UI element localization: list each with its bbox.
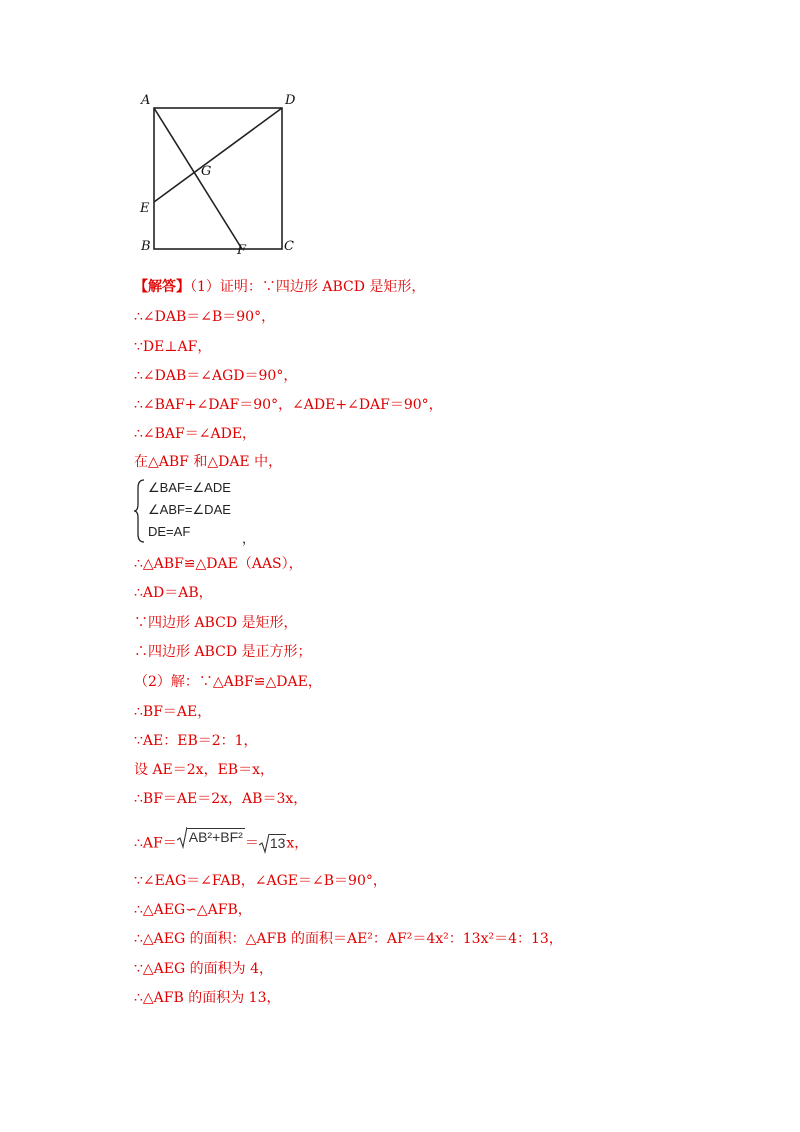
solution-line-1 — [134, 278, 425, 296]
solution-line-17 — [134, 828, 309, 855]
system-comma: ， — [242, 531, 256, 546]
solution-line-13: ∴BF＝AE， — [134, 704, 212, 720]
solution-line-20: ∴△AEG 的面积：△AFB 的面积＝AE²：AF²＝4x²：13x²＝4：13， — [134, 931, 563, 947]
solution-line-5: ∴∠BAF+∠DAF＝90°，∠ADE+∠DAF＝90°， — [134, 397, 443, 413]
part1-intro: （1）证明：∵四边形 ABCD 是矩形， — [190, 279, 426, 295]
sqrt-expression-2 — [259, 834, 287, 854]
solution-line-3: ∵DE⊥AF， — [134, 339, 212, 355]
label-c: C — [284, 239, 294, 254]
solution-line-16: ∴BF＝AE＝2x，AB＝3x， — [134, 791, 308, 807]
solution-line-15: 设 AE＝2x，EB＝x， — [134, 762, 274, 778]
label-f: F — [237, 243, 247, 258]
solution-line-9: ∴AD＝AB， — [134, 585, 213, 601]
figure-lines — [130, 88, 310, 258]
solution-line-22: ∴△AFB 的面积为 13， — [134, 990, 281, 1006]
solution-line-18: ∵∠EAG＝∠FAB，∠AGE＝∠B＝90°， — [134, 873, 387, 889]
solution-line-2: ∴∠DAB＝∠B＝90°， — [134, 309, 276, 325]
segment-de — [154, 108, 282, 202]
radical-sign-2 — [259, 834, 269, 854]
radicand-1: AB²+BF² — [188, 828, 243, 845]
rectangle-abcd — [154, 108, 282, 249]
solution-line-11: ∴四边形 ABCD 是正方形； — [134, 644, 312, 660]
radicand-2: 13 — [269, 834, 286, 851]
system-row-3: DE=AF — [148, 524, 191, 539]
label-e: E — [140, 201, 150, 216]
solution-line-19: ∴△AEG∽△AFB， — [134, 902, 252, 918]
solution-heading: 【解答】 — [134, 279, 190, 295]
solution-line-4: ∴∠DAB＝∠AGD＝90°， — [134, 368, 298, 384]
equation-system — [134, 478, 294, 544]
segment-af — [154, 108, 242, 249]
af-suffix: x， — [286, 835, 309, 852]
solution-line-21: ∵△AEG 的面积为 4， — [134, 961, 273, 977]
solution-line-7: 在△ABF 和△DAE 中， — [134, 454, 283, 470]
label-b: B — [141, 239, 151, 254]
geometry-figure — [130, 88, 310, 258]
af-prefix: ∴AF＝ — [134, 835, 177, 852]
label-a: A — [141, 93, 151, 108]
label-d: D — [285, 93, 296, 108]
af-equals: ＝ — [244, 835, 259, 852]
system-row-1: ∠BAF=∠ADE — [148, 480, 231, 495]
solution-part2: （2）解：∵△ABF≌△DAE， — [134, 674, 322, 690]
sqrt-expression-1 — [177, 827, 245, 849]
system-row-2: ∠ABF=∠DAE — [148, 502, 231, 517]
solution-line-8: ∴△ABF≌△DAE（AAS）， — [134, 556, 303, 572]
solution-line-6: ∴∠BAF＝∠ADE， — [134, 426, 257, 442]
left-brace — [134, 478, 146, 544]
radical-sign-1 — [177, 827, 187, 849]
solution-line-14: ∵AE：EB＝2：1， — [134, 733, 258, 749]
label-g: G — [201, 164, 212, 179]
solution-line-10: ∵四边形 ABCD 是矩形， — [134, 615, 298, 631]
